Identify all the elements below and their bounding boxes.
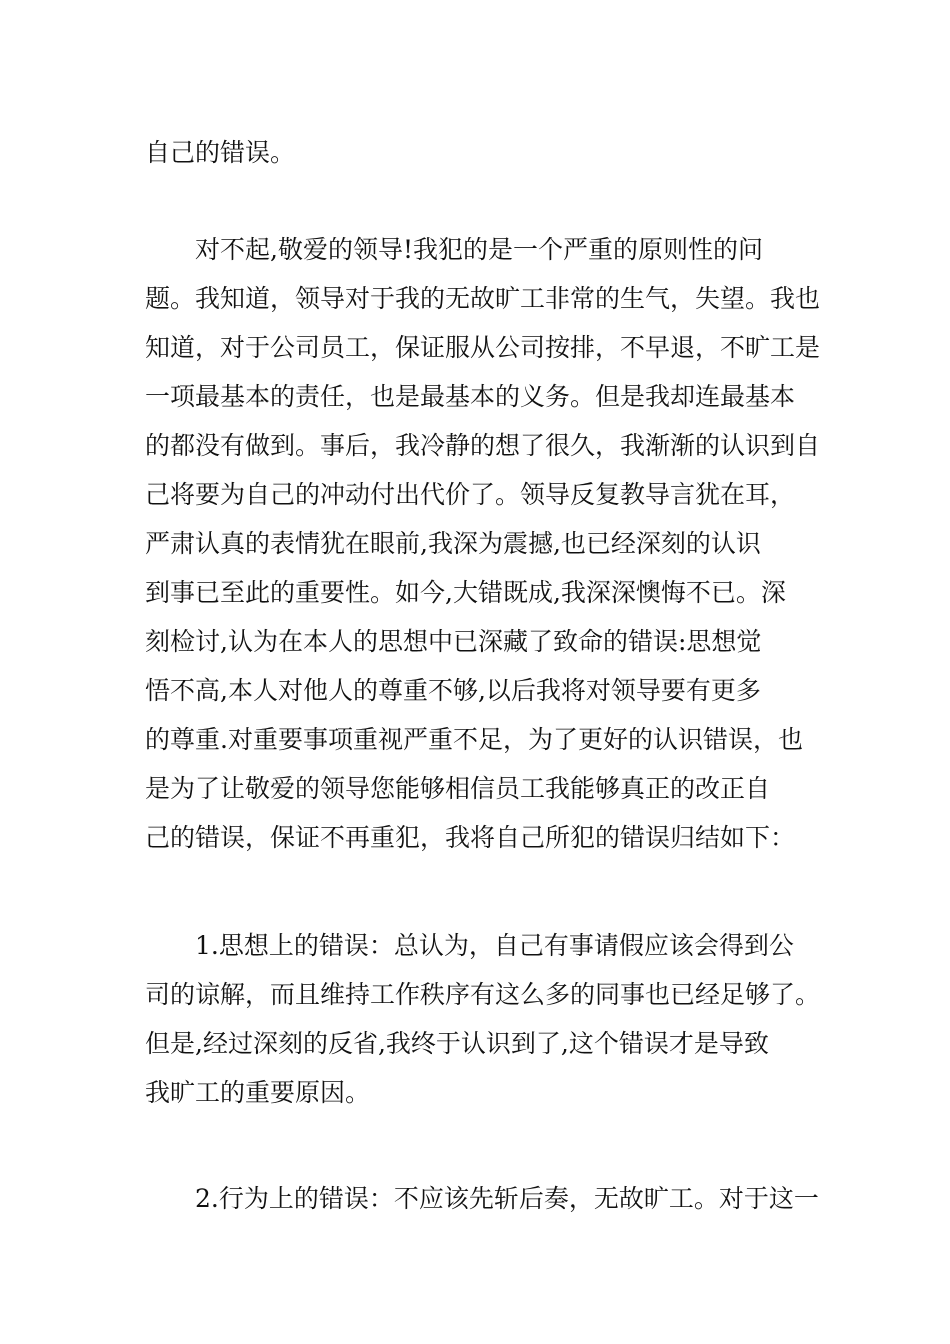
paragraph-line: 对不起,敬爱的领导!我犯的是一个严重的原则性的问 [195, 235, 763, 264]
paragraph-line: 知道，对于公司员工，保证服从公司按排，不早退，不旷工是 [145, 333, 821, 362]
point-2-paragraph [145, 1174, 819, 1223]
paragraph-line: 的都没有做到。事后，我冷静的想了很久，我渐渐的认识到自 [145, 431, 821, 460]
paragraph-line: 一项最基本的责任，也是最基本的义务。但是我却连最基本 [145, 382, 796, 411]
paragraph-line: 司的谅解，而且维持工作秩序有这么多的同事也已经足够了。 [145, 980, 821, 1009]
paragraph-line: 但是,经过深刻的反省,我终于认识到了,这个错误才是导致 [145, 1029, 769, 1058]
paragraph-line: 题。我知道，领导对于我的无故旷工非常的生气，失望。我也 [145, 284, 821, 313]
point-1-paragraph [145, 921, 821, 1117]
paragraph-line: 我旷工的重要原因。 [145, 1078, 371, 1107]
paragraph-line: 刻检讨,认为在本人的思想中已深藏了致命的错误:思想觉 [145, 627, 762, 656]
paragraph-line: 1.思想上的错误：总认为，自己有事请假应该会得到公 [195, 931, 794, 960]
intro-paragraph [145, 128, 815, 177]
paragraph-line: 己将要为自己的冲动付出代价了。领导反复教导言犹在耳， [145, 480, 796, 509]
main-paragraph [145, 225, 821, 862]
paragraph-line: 到事已至此的重要性。如今,大错既成,我深深懊悔不已。深 [145, 578, 786, 607]
paragraph-line: 悟不高,本人对他人的尊重不够,以后我将对领导要有更多 [145, 676, 761, 705]
paragraph-line: 自己的错误。 [145, 138, 296, 167]
paragraph-line: 己的错误，保证不再重犯，我将自己所犯的错误归结如下： [145, 823, 796, 852]
paragraph-line: 严肃认真的表情犹在眼前,我深为震撼,也已经深刻的认识 [145, 529, 761, 558]
paragraph-line: 2.行为上的错误：不应该先斩后奏，无故旷工。对于这一 [195, 1184, 819, 1213]
paragraph-line: 是为了让敬爱的领导您能够相信员工我能够真正的改正自 [145, 774, 771, 803]
paragraph-line: 的尊重.对重要事项重视严重不足，为了更好的认识错误，也 [145, 725, 803, 754]
